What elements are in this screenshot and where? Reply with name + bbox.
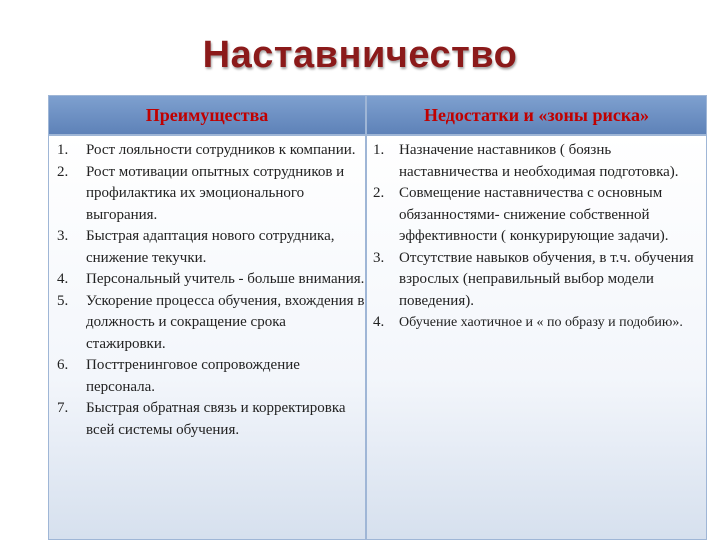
item-text: Рост мотивации опытных сотрудников и профилактика их эмоционального выгорания. — [86, 163, 345, 223]
risks-header: Недостатки и «зоны риска» — [366, 95, 707, 135]
list-item — [49, 140, 365, 162]
page-title: Наставничество — [202, 34, 518, 76]
item-number: 2. — [57, 163, 69, 180]
item-number: 6. — [57, 357, 69, 373]
list-item — [367, 248, 706, 313]
comparison-table — [48, 95, 707, 540]
item-text: Быстрая адаптация нового сотрудника, снижение текучки. — [86, 228, 335, 266]
item-number: 4. — [57, 271, 69, 287]
item-text: Отсутствие навыков обучения, в т.ч. обучения взрослых (неправильный выбор модели поведения). — [399, 249, 694, 309]
item-text: Назначение наставников ( боязнь наставничества и необходимая подготовка). — [399, 142, 679, 180]
advantages-header: Преимущества — [48, 95, 366, 135]
item-text: Обучение хаотичное и « по образу и подобию». — [399, 315, 683, 330]
list-item — [49, 269, 365, 291]
list-item — [49, 162, 365, 227]
list-item — [49, 355, 365, 398]
list-item — [367, 140, 706, 183]
item-number: 2. — [373, 185, 385, 201]
list-item — [49, 398, 365, 441]
item-text: Совмещение наставничества с основным обязанностями- снижение собственной эффективности ( конкурирующие задачи). — [399, 185, 669, 244]
item-number: 1. — [373, 142, 385, 158]
item-text: Ускорение процесса обучения, вхождения в должность и сокращение срока стажировки. — [86, 292, 365, 352]
advantages-list — [49, 140, 365, 441]
item-number: 7. — [57, 400, 69, 416]
list-item — [367, 312, 706, 334]
item-number: 5. — [57, 292, 69, 309]
risks-list — [367, 140, 706, 334]
item-text: Посттренинговое сопровождение персонала. — [86, 357, 300, 395]
table-body-row — [48, 135, 707, 540]
table-header-row — [48, 95, 707, 135]
list-item — [367, 183, 706, 248]
risks-cell — [366, 135, 707, 540]
item-number: 4. — [373, 314, 385, 330]
list-item — [49, 291, 365, 356]
item-number: 3. — [57, 228, 69, 244]
item-text: Рост лояльности сотрудников к компании. — [86, 142, 356, 158]
item-number: 1. — [57, 142, 69, 158]
advantages-cell — [48, 135, 366, 540]
item-text: Персональный учитель - больше внимания. — [86, 271, 365, 287]
item-number: 3. — [373, 249, 385, 266]
list-item — [49, 226, 365, 269]
item-text: Быстрая обратная связь и корректировка всей системы обучения. — [86, 400, 346, 438]
